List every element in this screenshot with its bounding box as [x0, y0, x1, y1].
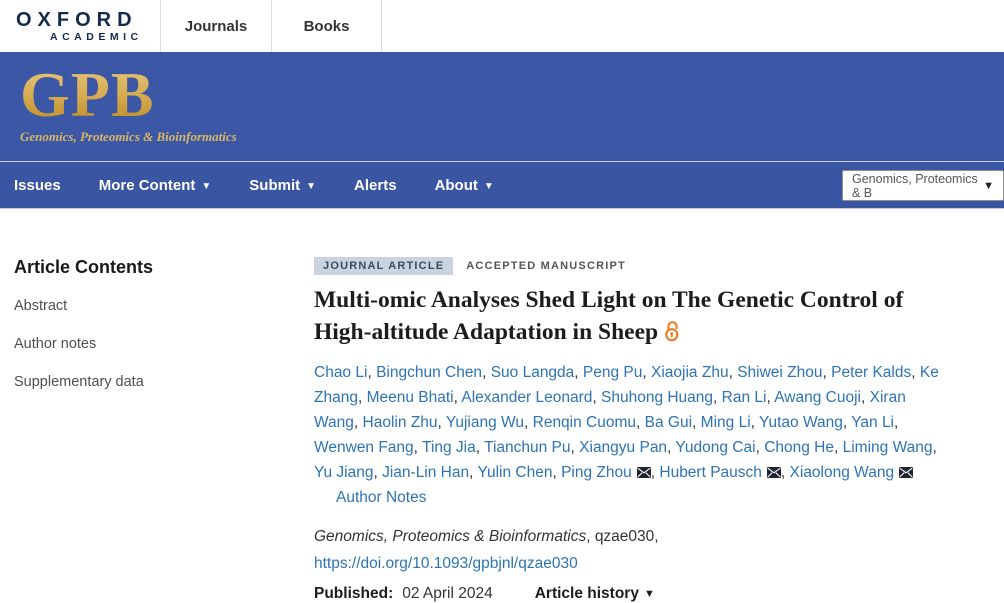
- author-link-suo-langda[interactable]: Suo Langda: [490, 364, 575, 381]
- nav-item-submit[interactable]: Submit ▼: [249, 176, 317, 194]
- author-link-bingchun-chen[interactable]: Bingchun Chen: [376, 364, 483, 381]
- author-separator: ,: [755, 439, 765, 456]
- author-link-ming-li[interactable]: Ming Li: [700, 414, 751, 431]
- gpb-logo-tagline: Genomics, Proteomics & Bioinformatics: [20, 129, 237, 144]
- author-separator: ,: [728, 364, 738, 381]
- author-link-shuhong-huang[interactable]: Shuhong Huang: [601, 389, 714, 406]
- author-notes: [336, 489, 974, 507]
- author-link-xiangyu-pan[interactable]: Xiangyu Pan: [579, 439, 668, 456]
- author-separator: ,: [842, 414, 852, 431]
- author-link-ping-zhou[interactable]: Ping Zhou: [561, 464, 632, 481]
- email-icon[interactable]: [637, 467, 651, 478]
- author-separator: ,: [373, 464, 383, 481]
- author-separator: ,: [750, 414, 759, 431]
- sidebar-title: Article Contents: [14, 257, 154, 277]
- author-link-ba-gui[interactable]: Ba Gui: [644, 414, 693, 431]
- author-separator: ,: [650, 464, 660, 481]
- journal-banner: [0, 52, 1004, 161]
- gpb-logo-text[interactable]: GPB: [20, 59, 155, 130]
- citation-suffix: , qzae030,: [586, 528, 659, 545]
- article-history-label: Article history: [534, 585, 639, 602]
- article-title-text: Multi-omic Analyses Shed Light on The Genetic Control of High-altitude Adaptation in Sheep: [314, 287, 904, 345]
- citation-line: [314, 528, 974, 546]
- navbar-items: [14, 177, 532, 194]
- author-link-shiwei-zhou[interactable]: Shiwei Zhou: [737, 364, 823, 381]
- badge-row: [314, 257, 974, 275]
- author-link-ting-jia[interactable]: Ting Jia: [422, 439, 476, 456]
- author-link-alexander-leonard[interactable]: Alexander Leonard: [461, 389, 593, 406]
- journal-article-badge: JOURNAL ARTICLE: [314, 257, 453, 275]
- author-link-yujiang-wu[interactable]: Yujiang Wu: [445, 414, 524, 431]
- sidebar-item-abstract[interactable]: Abstract: [14, 298, 68, 314]
- author-separator: ,: [911, 364, 920, 381]
- author-separator: ,: [453, 389, 462, 406]
- author-separator: ,: [475, 439, 485, 456]
- author-link-chao-li[interactable]: Chao Li: [314, 364, 368, 381]
- topbar: [0, 0, 1004, 52]
- author-link-renqin-cuomu[interactable]: Renqin Cuomu: [532, 414, 637, 431]
- sidebar-item-author-notes[interactable]: Author notes: [14, 336, 97, 352]
- author-link-hubert-pausch[interactable]: Hubert Pausch: [659, 464, 762, 481]
- journal-select-dropdown[interactable]: [842, 170, 1004, 201]
- author-separator: ,: [822, 364, 832, 381]
- author-link-xiaolong-wang[interactable]: Xiaolong Wang: [789, 464, 895, 481]
- email-icon[interactable]: [899, 467, 913, 478]
- author-separator: ,: [469, 464, 478, 481]
- author-link-peter-kalds[interactable]: Peter Kalds: [831, 364, 912, 381]
- accepted-manuscript-label: ACCEPTED MANUSCRIPT: [466, 260, 626, 272]
- chevron-down-icon: ▼: [306, 180, 317, 192]
- author-separator: ,: [642, 364, 652, 381]
- author-link-haolin-zhu[interactable]: Haolin Zhu: [362, 414, 438, 431]
- author-separator: ,: [833, 439, 843, 456]
- author-separator: ,: [894, 414, 899, 431]
- author-link-jian-lin-han[interactable]: Jian-Lin Han: [382, 464, 470, 481]
- author-link-xiaojia-zhu[interactable]: Xiaojia Zhu: [651, 364, 729, 381]
- nav-item-about[interactable]: About ▼: [434, 176, 494, 194]
- article-title: [314, 284, 914, 348]
- author-list: [314, 360, 948, 485]
- oxford-academic-logo[interactable]: [0, 0, 160, 52]
- author-separator: ,: [861, 389, 870, 406]
- author-link-yan-li[interactable]: Yan Li: [851, 414, 895, 431]
- author-link-yulin-chen[interactable]: Yulin Chen: [477, 464, 553, 481]
- author-link-yu-jiang[interactable]: Yu Jiang: [314, 464, 374, 481]
- author-separator: ,: [667, 439, 676, 456]
- author-separator: ,: [574, 364, 583, 381]
- author-separator: ,: [780, 464, 790, 481]
- sidebar-items: [14, 298, 314, 390]
- published-date: 02 April 2024: [402, 585, 493, 602]
- topbar-tab-books[interactable]: Books: [271, 0, 382, 52]
- sidebar-item-supplementary-data[interactable]: Supplementary data: [14, 374, 144, 390]
- author-separator: ,: [413, 439, 423, 456]
- journal-select-value: Genomics, Proteomics & B: [852, 171, 978, 200]
- author-separator: ,: [570, 439, 580, 456]
- author-link-yutao-wang[interactable]: Yutao Wang: [758, 414, 843, 431]
- journal-name: Genomics, Proteomics & Bioinformatics: [314, 528, 587, 545]
- nav-item-more-content[interactable]: More Content ▼: [98, 176, 212, 194]
- author-separator: ,: [692, 414, 701, 431]
- author-link-ran-li[interactable]: Ran Li: [721, 389, 767, 406]
- author-link-awang-cuoji[interactable]: Awang Cuoji: [774, 389, 861, 406]
- author-link-liming-wang[interactable]: Liming Wang: [842, 439, 933, 456]
- author-notes-link[interactable]: Author Notes: [336, 489, 427, 506]
- oxford-logo-line1: OXFORD: [16, 9, 138, 31]
- author-link-yudong-cai[interactable]: Yudong Cai: [675, 439, 756, 456]
- author-separator: ,: [353, 414, 363, 431]
- author-link-peng-pu[interactable]: Peng Pu: [582, 364, 643, 381]
- email-icon[interactable]: [767, 467, 781, 478]
- author-separator: ,: [552, 464, 562, 481]
- chevron-down-icon: ▼: [483, 180, 494, 192]
- author-link-wenwen-fang[interactable]: Wenwen Fang: [314, 439, 414, 456]
- author-link-xiran-wang[interactable]: Xiran Wang: [314, 389, 906, 431]
- author-link-tianchun-pu[interactable]: Tianchun Pu: [484, 439, 571, 456]
- article-header: [314, 257, 974, 603]
- article-contents-sidebar: [14, 257, 314, 603]
- author-link-ke-zhang[interactable]: Ke Zhang: [314, 364, 939, 406]
- author-separator: ,: [482, 364, 491, 381]
- author-separator: ,: [766, 389, 775, 406]
- author-separator: ,: [524, 414, 533, 431]
- author-separator: ,: [367, 364, 377, 381]
- chevron-down-icon: ▼: [983, 179, 994, 192]
- author-separator: ,: [713, 389, 722, 406]
- nav-item-issues[interactable]: Issues: [14, 176, 61, 194]
- page-content: [0, 208, 1004, 603]
- published-row: [314, 585, 974, 603]
- gpb-logo[interactable]: [20, 59, 1004, 145]
- article-history-toggle[interactable]: [535, 585, 655, 603]
- author-separator: ,: [357, 389, 367, 406]
- chevron-down-icon: ▼: [643, 588, 655, 600]
- site-navbar: [0, 161, 1004, 208]
- author-link-chong-he[interactable]: Chong He: [764, 439, 834, 456]
- author-separator: ,: [636, 414, 645, 431]
- author-link-meenu-bhati[interactable]: Meenu Bhati: [366, 389, 454, 406]
- author-separator: ,: [932, 439, 937, 456]
- topbar-tabs: [160, 0, 382, 52]
- doi-link[interactable]: https://doi.org/10.1093/gpbjnl/qzae030: [314, 555, 578, 572]
- author-separator: ,: [437, 414, 446, 431]
- published-label: Published:: [314, 585, 394, 602]
- nav-item-alerts[interactable]: Alerts: [354, 176, 397, 194]
- chevron-down-icon: ▼: [201, 180, 212, 192]
- oxford-logo-line2: ACADEMIC: [50, 31, 143, 43]
- topbar-tab-journals[interactable]: Journals: [160, 0, 271, 52]
- open-access-icon[interactable]: [662, 320, 683, 342]
- author-separator: ,: [592, 389, 601, 406]
